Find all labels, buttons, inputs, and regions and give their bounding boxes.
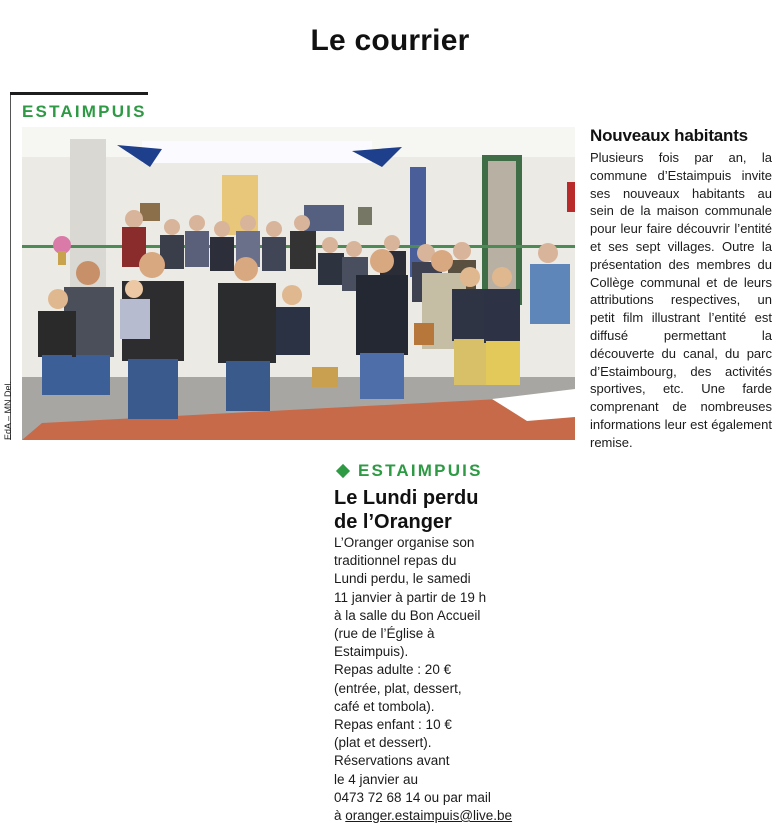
body-line: 0473 72 68 14 ou par mail: [334, 789, 491, 805]
body-line: 11 janvier à partir de 19 h: [334, 589, 487, 605]
email-prefix: à: [334, 808, 346, 824]
section-label: ESTAIMPUIS: [358, 461, 483, 480]
body-line: Estaimpuis).: [334, 644, 409, 660]
body-line: (rue de l’Église à: [334, 626, 435, 642]
body-line: Repas enfant : 10 €: [334, 717, 452, 733]
body-line: traditionnel repas du: [334, 553, 457, 569]
article-heading: [334, 486, 478, 534]
heading-line: Le Lundi perdu: [334, 487, 479, 509]
body-line: L’Oranger organise son: [334, 535, 475, 550]
newspaper-section-title: Le courrier: [310, 24, 470, 57]
body-line: à la salle du Bon Accueil: [334, 607, 481, 623]
body-line: Réservations avant: [334, 753, 450, 769]
photo-credit: EdA – MN Del.: [3, 380, 13, 440]
section-header: [336, 461, 483, 481]
article-body: Plusieurs fois par an, la commune d’Estaimpuis invite ses nouveaux habitants au sein de la maison communale pour leur faire découvrir l’entité et ses sept villages. Outre la présentation des membres du Collège communal et de leurs attributions respectives, un petit film illustrant l’entité est diffusé permettant la découverte du canal, du parc d’Estaimbourg, des activités sportives, etc. Une farde comprenant de nombreuses informations leur est également remise.: [590, 150, 772, 450]
email-line: [334, 807, 534, 825]
body-line: Repas adulte : 20 €: [334, 662, 452, 678]
section-rule: [10, 92, 148, 95]
group-photo: [22, 127, 575, 440]
email-link[interactable]: oranger.estaimpuis@live.be: [345, 808, 513, 824]
diamond-icon: [336, 464, 350, 478]
section-label: ESTAIMPUIS: [22, 102, 147, 121]
article-body: [334, 534, 534, 825]
body-line: (entrée, plat, dessert,: [334, 680, 462, 696]
article-heading: Nouveaux habitants: [590, 126, 748, 145]
body-line: le 4 janvier au: [334, 771, 419, 787]
body-line: café et tombola).: [334, 698, 435, 714]
body-line: (plat et dessert).: [334, 735, 432, 751]
body-line: Lundi perdu, le samedi: [334, 571, 471, 587]
heading-line: de l’Oranger: [334, 511, 452, 533]
